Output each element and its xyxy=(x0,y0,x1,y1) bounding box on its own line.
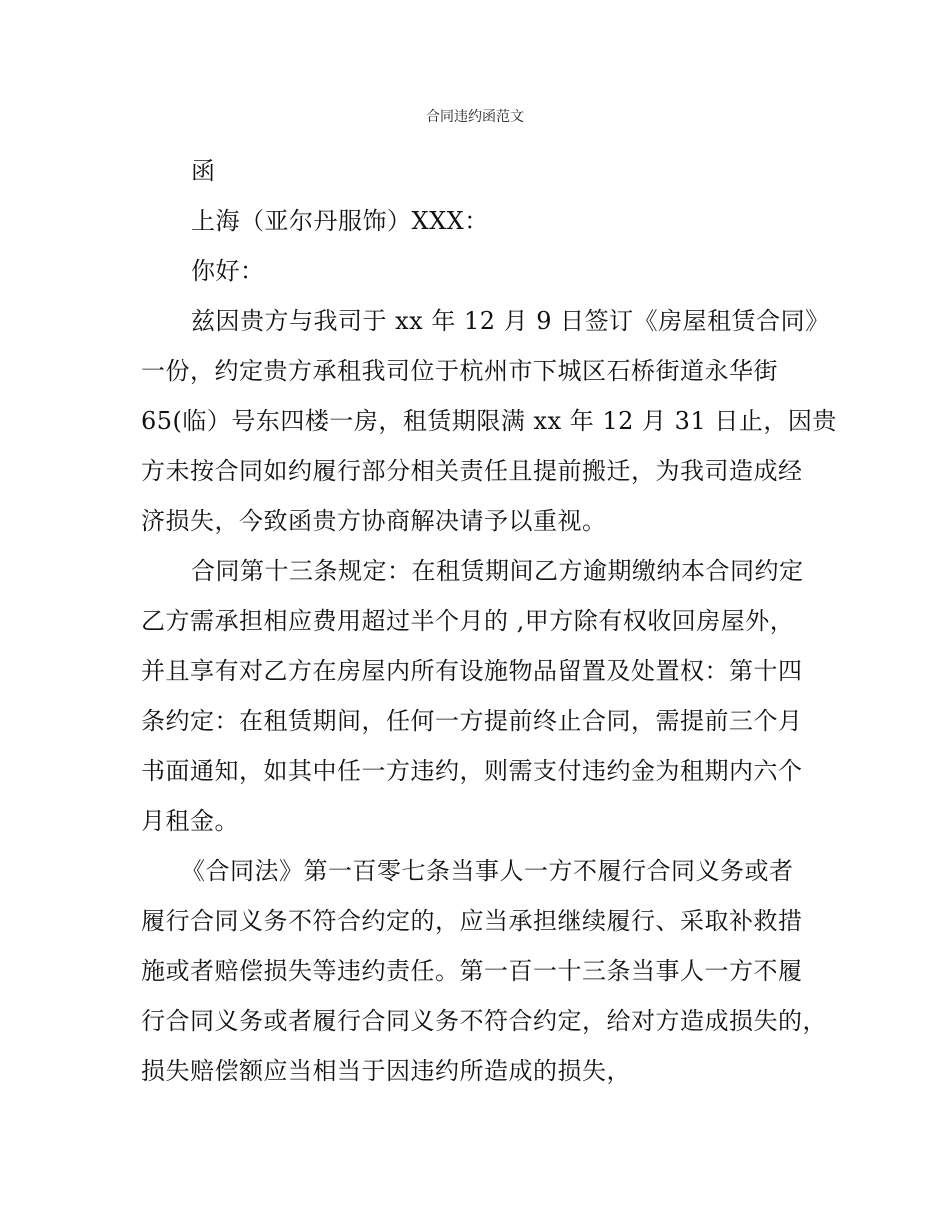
paragraph-2-line-4: 条约定：在租赁期间，任何一方提前终止合同，需提前三个月 xyxy=(141,707,803,735)
addressee-line: 上海（亚尔丹服饰）XXX： xyxy=(191,207,489,235)
paragraph-1-line-5: 济损失，今致函贵方协商解决请予以重视。 xyxy=(141,507,607,535)
page-header: 合同违约函范文 xyxy=(426,109,524,125)
paragraph-1-line-4: 方未按合同如约履行部分相关责任且提前搬迁，为我司造成经 xyxy=(141,457,803,485)
greeting-line: 你好： xyxy=(191,257,265,285)
paragraph-3-line-1: 《合同法》第一百零七条当事人一方不履行合同义务或者 xyxy=(181,857,794,885)
paragraph-2-line-6: 月租金。 xyxy=(141,807,239,835)
paragraph-1-line-3: 65(临）号东四楼一房，租赁期限满 xx 年 12 月 31 日止，因贵 xyxy=(141,407,837,435)
salutation-title: 函 xyxy=(191,157,216,185)
paragraph-1-line-2: 一份，约定贵方承租我司位于杭州市下城区石桥街道永华街 xyxy=(141,357,778,385)
paragraph-1-line-1: 兹因贵方与我司于 xx 年 12 月 9 日签订《房屋租赁合同》 xyxy=(191,307,830,335)
paragraph-2-line-3: 并且享有对乙方在房屋内所有设施物品留置及处置权：第十四 xyxy=(141,657,803,685)
paragraph-2-line-1: 合同第十三条规定：在租赁期间乙方逾期缴纳本合同约定 xyxy=(191,557,804,585)
paragraph-3-line-4: 行合同义务或者履行合同义务不符合约定，给对方造成损失的， xyxy=(141,1007,827,1035)
paragraph-3-line-5: 损失赔偿额应当相当于因违约所造成的损失， xyxy=(141,1057,631,1085)
paragraph-3-line-3: 施或者赔偿损失等违约责任。第一百一十三条当事人一方不履 xyxy=(141,957,803,985)
paragraph-2-line-2: 乙方需承担相应费用超过半个月的 ,甲方除有权收回房屋外， xyxy=(141,607,795,635)
paragraph-3-line-2: 履行合同义务不符合约定的，应当承担继续履行、采取补救措 xyxy=(141,907,803,935)
paragraph-2-line-5: 书面通知，如其中任一方违约，则需支付违约金为租期内六个 xyxy=(141,757,803,785)
